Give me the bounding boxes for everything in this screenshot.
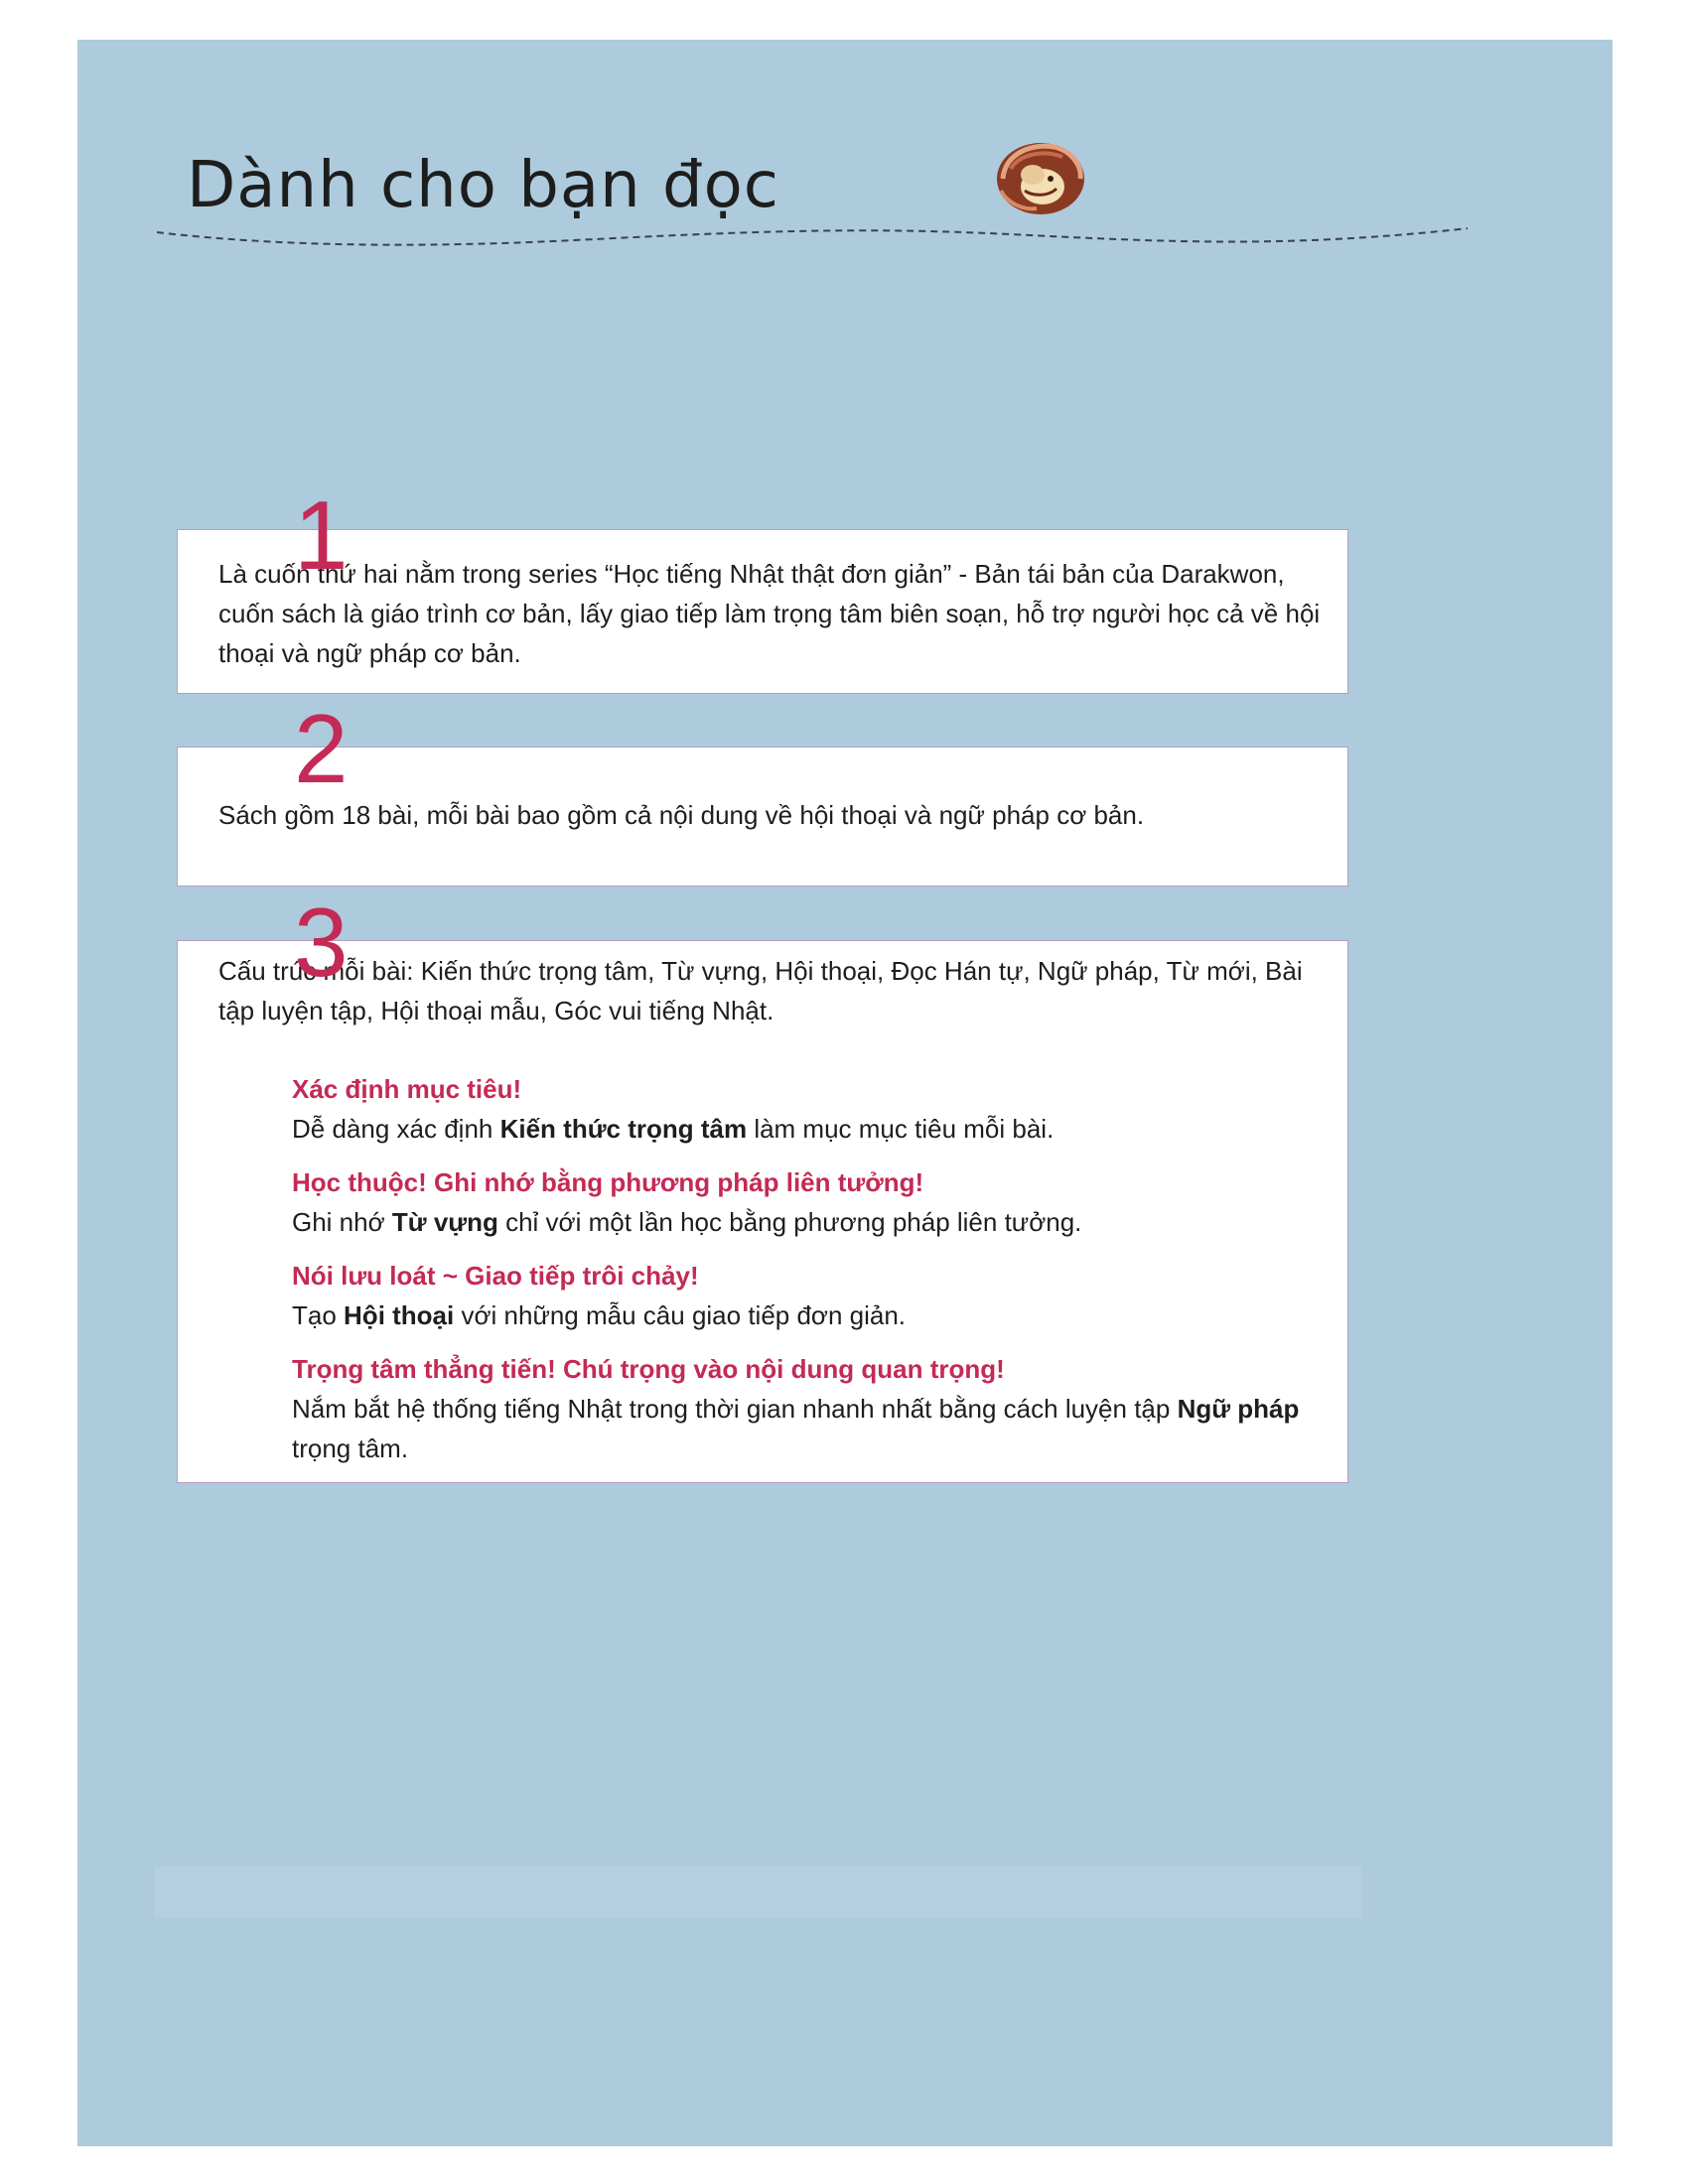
section-1-text: Là cuốn thứ hai nằm trong series “Học tiếng Nhật thật đơn giản” - Bản tái bản của Darakwon, cuốn sách là giáo trình cơ bản, lấy giao tiếp làm trọng tâm biên soạn, hỗ trợ người học cả về hội thoại và ngữ pháp cơ bản. [218,559,1321,668]
section-box-1 [177,529,1348,694]
feature-keyword: Ngữ pháp [1177,1394,1300,1424]
page-title: Dành cho bạn đọc [187,149,779,222]
feature-keyword: Hội thoại [344,1300,455,1330]
feature-heading: Trọng tâm thẳng tiến! Chú trọng vào nội dung quan trọng! [292,1354,1005,1384]
bottom-band [155,1866,1362,1918]
feature-item [292,1349,1325,1468]
feature-item [292,1069,1325,1149]
wavy-dashed-divider [157,222,1468,262]
feature-heading: Xác định mục tiêu! [292,1074,522,1104]
feature-description: Dễ dàng xác định Kiến thức trọng tâm làm mục mục tiêu mỗi bài. [292,1114,1055,1144]
section-box-3 [177,940,1348,1483]
feature-heading: Học thuộc! Ghi nhớ bằng phương pháp liên tưởng! [292,1167,924,1197]
feature-item [292,1256,1325,1335]
section-box-2 [177,747,1348,887]
feature-description: Nắm bắt hệ thống tiếng Nhật trong thời gian nhanh nhất bằng cách luyện tập Ngữ pháp trọng tâm. [292,1394,1300,1463]
feature-heading: Nói lưu loát ~ Giao tiếp trôi chảy! [292,1261,699,1291]
feature-description: Ghi nhớ Từ vựng chỉ với một lần học bằng phương pháp liên tưởng. [292,1207,1082,1237]
feature-item [292,1162,1325,1242]
mascot-character-icon [993,139,1088,218]
section-3-text: Cấu trúc mỗi bài: Kiến thức trọng tâm, Từ vựng, Hội thoại, Đọc Hán tự, Ngữ pháp, Từ mới, Bài tập luyện tập, Hội thoại mẫu, Góc vui tiếng Nhật. [218,956,1303,1025]
section-number-1: 1 [294,480,349,590]
section-number-3: 3 [294,887,349,997]
section-2-text: Sách gồm 18 bài, mỗi bài bao gồm cả nội dung về hội thoại và ngữ pháp cơ bản. [218,800,1145,830]
feature-list [292,1069,1325,1482]
feature-keyword: Từ vựng [391,1207,498,1237]
feature-description: Tạo Hội thoại với những mẫu câu giao tiếp đơn giản. [292,1300,907,1330]
feature-keyword: Kiến thức trọng tâm [499,1114,748,1144]
section-number-2: 2 [294,694,349,803]
